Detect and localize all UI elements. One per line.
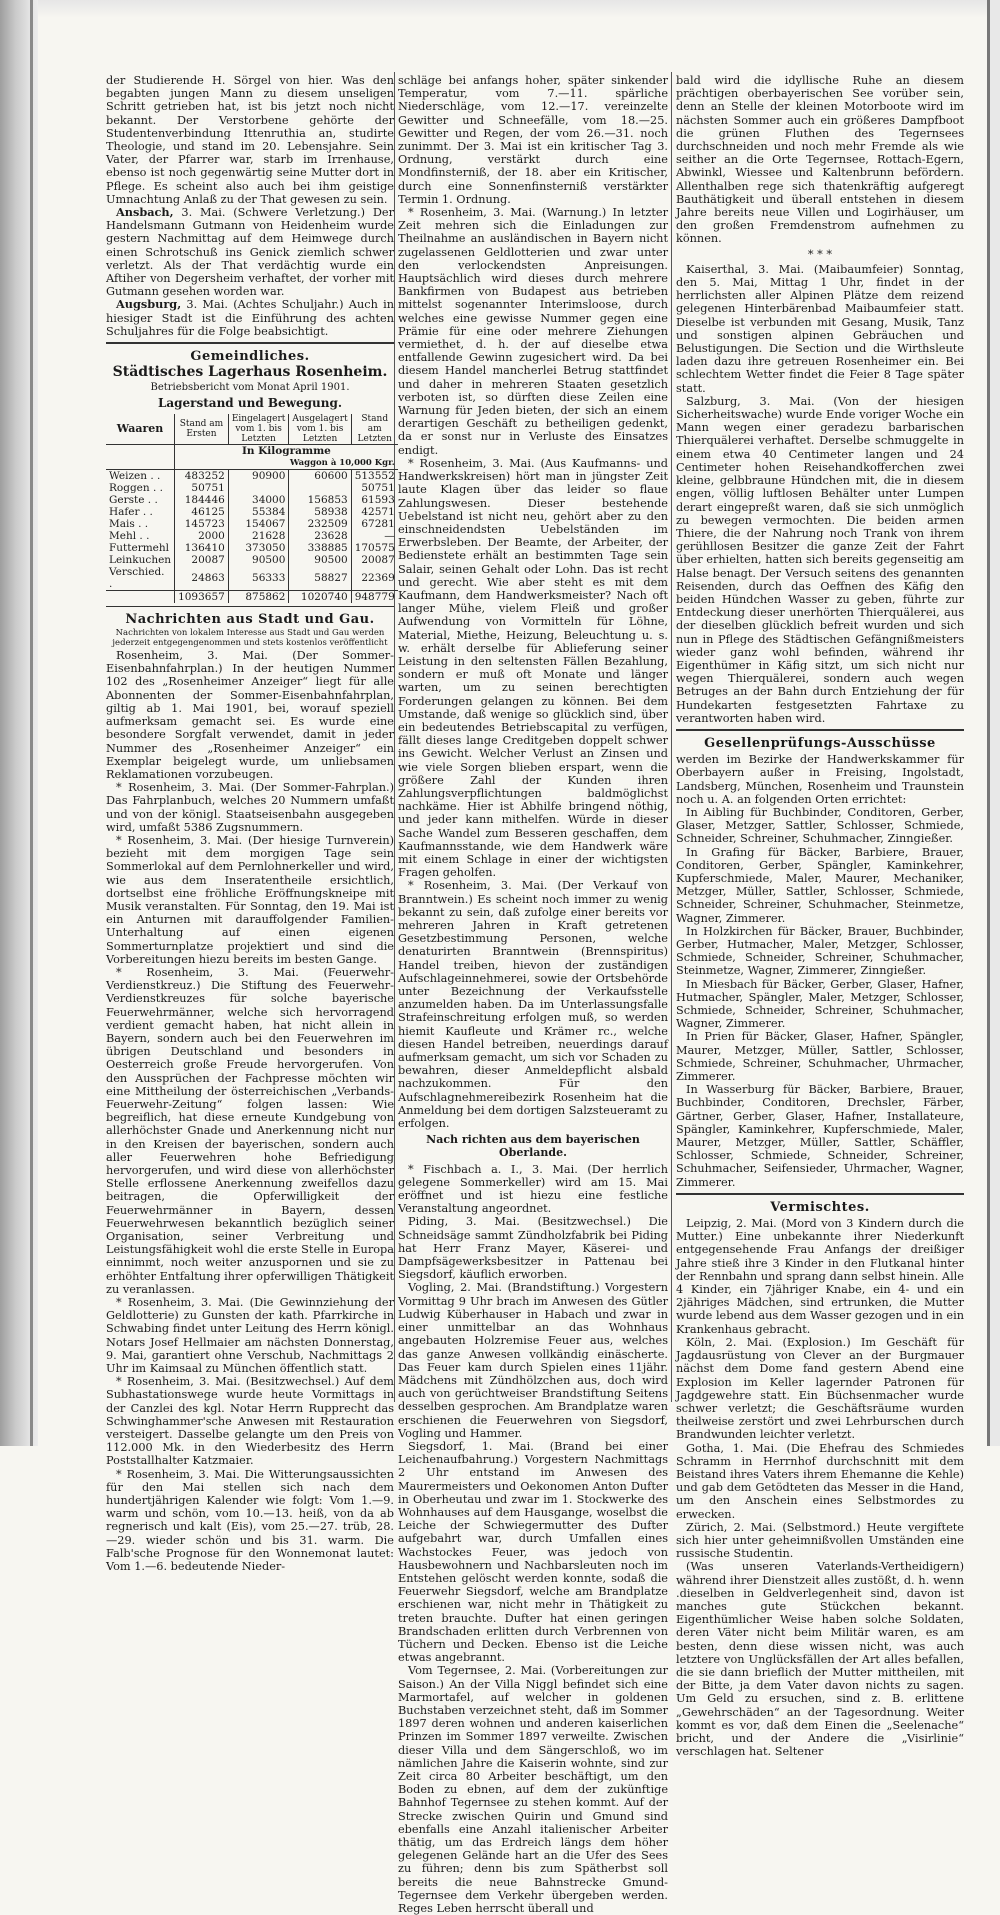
article-text: Kaiserthal, 3. Mai. (Maibaumfeier) Sonntag, den 5. Mai, Mittag 1 Uhr, findet in der herrlichsten aller Alpinen Plätze dem reizend gelegenen Hinterbärenbad Maibaumfeier statt. Dieselbe ist verbunden mit Gesang, Musik, Tanz und sonstigen alpinen Gebräuchen und Belustigungen. Die Section und die Wirthsleute laden dazu ihre getreuen Rosenheimer ein. Bei schlechtem Wetter findet die Feier 8 Tage später statt. (676, 262, 964, 395)
article-ansbach: Ansbach, 3. Mai. (Schwere Verletzung.) Der Handelsmann Gutmann von Heidenheim wurde gestern Nachmittag auf dem Heimwege durch einen Schrotschuß ins Genick ziemlich schwer verletzt. Als der That verdächtig wurde ein Aftiher von Degersheim verhaftet, der vorher mit Gutmann gesehen worden war. (106, 205, 394, 299)
table-row (106, 494, 398, 506)
column-rule-2 (671, 72, 672, 1402)
table-cell-value: 58827 (289, 566, 351, 591)
table-cell-value: 34000 (228, 494, 289, 506)
section-heading-nachrichten: Nachrichten aus Stadt und Gau. (125, 611, 375, 627)
table-cell-value: 60600 (289, 469, 351, 482)
lagerhaus-table (106, 414, 398, 603)
table-cell-value: 513552 (351, 469, 398, 482)
article-text: * Rosenheim, 3. Mai. (Besitzwechsel.) Auf dem Subhastationswege wurde heute Vormittags in der Canzlei des kgl. Notar Herrn Rupprecht das Schwinghammer'sche Anwesen mit Restauration versteigert. Dasselbe gelangte um den Preis von 112.000 Mk. in den Wiederbesitz des Herrn Poststallhalter Katzmaier. (106, 1375, 394, 1468)
table-cell-value: 136410 (175, 542, 229, 554)
article-text: Zürich, 2. Mai. (Selbstmord.) Heute vergiftete sich hier unter geheimnißvollen Umständen eine russische Studentin. (676, 1520, 964, 1561)
table-cell-value: 90900 (228, 469, 289, 482)
table-cell-ware: Mehl . . (109, 529, 150, 542)
table-row (106, 542, 398, 554)
article-text: (Was unseren Vaterlands-Vertheidigern) während ihrer Dienstzeit alles zustößt, d. h. wenn .dieselben in Geldverlegenheit sind, davon ist manches gute Stückchen bekannt. Eigenthümlicher Weise haben solche Soldaten, deren Väter nicht beim Militär waren, es am besten, denn diese wissen nicht, was auch letztere von Unglücksfällen der Art alles befallen, die sie dann brieflich der Mutter mittheilen, mit der Bitte, ja dem Vater davon nichts zu sagen. Um Geld zu ersuchen, sind z. B. erlittene „Gewehrschäden“ an der Tagesordnung. Weiter kommt es vor, daß dem Einen die „Seelenache“ bricht, und der Andere die „Visirlinie“ verschlagen hat. Seltener (676, 1560, 964, 1759)
table-cell-value: 373050 (228, 542, 289, 554)
table-cell-value: 232509 (289, 518, 351, 530)
table-cell-ware: Hafer . . (109, 505, 153, 518)
page-shadow (38, 0, 990, 18)
article-text: Piding, 3. Mai. (Besitzwechsel.) Die Schneidsäge sammt Zündholzfabrik bei Piding hat Herr Franz Mayer, Käserei- und Dampfsägewerksbesitzer in Pattenau bei Siegsdorf, käuflich erworben. (398, 1215, 668, 1282)
table-header: Stand am Letzten (351, 414, 398, 445)
table-cell-value: 50751 (175, 482, 229, 494)
table-unit: In Kilogramme Waggon à 10,000 Kgr. (175, 444, 398, 469)
table-header: Stand am Ersten (175, 414, 229, 445)
table-row (106, 554, 398, 566)
table-cell-value: 154067 (228, 518, 289, 530)
table-total-row (106, 590, 398, 603)
article-text: In Wasserburg für Bäcker, Barbiere, Brauer, Buchbinder, Conditoren, Drechsler, Färber, Gärtner, Gerber, Glaser, Hafner, Installateure, Spängler, Kaminkehrer, Kupferschmiede, Maler, Maurer, Metzger, Müller, Sattler, Schäffler, Schlosser, Schmiede, Schneider, Schreiner, Schuhmacher, Seifensieder, Uhrmacher, Wagner, Zimmerer. (676, 1083, 964, 1189)
article-text: werden im Bezirke der Handwerkskammer für Oberbayern außer in Freising, Ingolstadt, Landsberg, München, Rosenheim und Traunstein noch u. A. an folgenden Orten errichtet: (676, 753, 964, 806)
table-cell-value: 55384 (228, 506, 289, 518)
table-cell-value: 184446 (175, 494, 229, 506)
article-text: Vom Tegernsee, 2. Mai. (Vorbereitungen zur Saison.) An der Villa Niggl befindet sich eine Marmortafel, auf welcher in goldenen Buchstaben verzeichnet steht, daß im Sommer 1897 deren wohnen und anderen kaiserlichen Prinzen im Sommer 1897 verweilte. Zwischen dieser Villa und dem Sängerschloß, wo im nämlichen Jahre die Kaiserin wohnte, sind zur Zeit circa 80 Arbeiter beschäftigt, um den Boden zu ebnen, auf dem der zukünftige Bahnhof Tegernsee zu stehen kommt. Auf der Strecke zwischen Quirin und Gmund sind ebenfalls eine Anzahl italienischer Arbeiter thätig, um das Erdreich längs dem höher gelegenen Gelände hart an die Ufer des Sees zu führen; denn bis zum Spätherbst soll bereits die neue Bahnstrecke Gmund-Tegernsee dem Verkehr übergeben werden. Reges Leben herrscht überall und (398, 1664, 668, 1915)
article-text: In Holzkirchen für Bäcker, Brauer, Buchbinder, Gerber, Hutmacher, Maler, Metzger, Schlosser, Schmiede, Schneider, Schreiner, Schuhmacher, Steinmetze, Wagner, Zimmerer, Zinngießer. (676, 924, 964, 978)
article-text: * Rosenheim, 3. Mai. Die Witterungsaussichten für den Mai stellen sich nach dem hundertjährigen Kalender wie folgt: Vom 1.—9. warm und schön, vom 10.—13. heiß, von da ab regnerisch und kalt (Eis), vom 25.—27. trüb, 28.—29. wieder schön und bis 31. warm. Die Falb'sche Prognose für den Wonnemonat lautet: Vom 1.—6. bedeutende Nieder- (106, 1467, 394, 1574)
table-cell-value: — (351, 530, 398, 542)
table-cell-value: 483252 (175, 469, 229, 482)
table-cell-value: 2000 (175, 530, 229, 542)
column-3 (676, 74, 964, 1759)
separator-stars: * * * (807, 247, 833, 261)
table-cell-value: 61593 (351, 494, 398, 506)
article-text: Siegsdorf, 1. Mai. (Brand bei einer Leichenaufbahrung.) Vorgestern Nachmittags 2 Uhr entstand im Anwesen des Maurermeisters und Oekonomen Anton Dufter in Oberheutau und zwar im 1. Stockwerke des Wohnhauses auf dem Hausgange, woselbst die Leiche der Schwiegermutter des Dufter aufgebahrt war, durch Umfallen eines Wachstockes Feuer, was jedoch von Hausbewohnern und Nachbarsleuten noch im Entstehen gelöscht werden konnte, sodaß die Feuerwehr Siegsdorf, welche am Brandplatze erschienen war, nicht mehr in Thätigkeit zu treten brauchte. Dufter hat einen geringen Brandschaden erlitten durch Verbrennen von Tüchern und Decken. Ebenso ist die Leiche etwas angebrannt. (398, 1439, 668, 1665)
divider (106, 342, 394, 344)
section-heading-vermischtes: Vermischtes. (770, 1199, 870, 1215)
column-rule-1 (394, 72, 395, 1402)
article-text: Köln, 2. Mai. (Explosion.) Im Geschäft für Jagdausrüstung von Clever an der Burgmauer nächst dem Dome fand gestern Abend eine Explosion im Keller lagernder Patronen für Jagdgewehre statt. Ein Büchsenmacher wurde schwer verletzt; die Geschäftsräume wurden theilweise zerstört und zwei Lehrburschen durch Brandwunden leichter verletzt. (676, 1335, 964, 1442)
table-cell-ware: Mais . . (109, 517, 149, 530)
table-cell-ware: Gerste . . (109, 493, 158, 506)
table-cell-value: 56333 (228, 566, 289, 591)
table-cell-value: 21628 (228, 530, 289, 542)
table-cell-value: 67281 (351, 518, 398, 530)
column-1 (106, 74, 395, 1574)
article-text: Salzburg, 3. Mai. (Von der hiesigen Sicherheitswache) wurde Ende voriger Woche ein Mann wegen einer geradezu barbarischen Thierquälerei verhaftet. Derselbe schmuggelte in einem etwa 40 Centimeter langen und 24 Centimeter hohen Reisehandkofferchen zwei kleine, gelbbraune Hündchen mit, die in diesem engen, völlig luftlosen Behälter unter Lumpen derart eingepreßt waren, daß sie sich unmöglich zu bewegen vermochten. Die beiden armen Thiere, die der Nahrung noch Trank von ihrem gerühllosen Besitzer die ganze Zeit der Fahrt über erhielten, hatten sich bereits gegenseitig am Halse benagt. Der Versuch seitens des genannten Reisenden, durch das Oeffnen des Käfig den beiden Hündchen Wasser zu geben, führte zur Entdeckung dieser unerhörten Thierquälerei, aus der dieselben glücklich befreit wurden und sich nun in Pflege des Städtischen Gefängnißmeisters wieder ganz wohl befinden, während ihr Eigenthümer in Käfig sitzt, um sich nicht nur wegen Thierquälerei, sondern auch wegen Betruges an der Bahn durch Entziehung der für Hundekarten festgesetzten Fahrtaxe zu verantworten haben wird. (676, 394, 964, 725)
article-text: In Grafing für Bäcker, Barbiere, Brauer, Conditoren, Gerber, Spängler, Kaminkehrer, Kupferschmiede, Maler, Maurer, Mechaniker, Metzger, Müller, Sattler, Schlosser, Schmiede, Schneider, Schreiner, Schuhmacher, Steinmetze, Wagner, Zimmerer. (676, 845, 964, 925)
table-cell-value: 170575 (351, 542, 398, 554)
table-cell-value (228, 482, 289, 494)
divider (106, 606, 394, 607)
table-row (106, 506, 398, 518)
table-cell-value: 338885 (289, 542, 351, 554)
table-row (106, 566, 398, 591)
article-text: * Fischbach a. I., 3. Mai. (Der herrlich gelegene Sommerkeller) wird am 15. Mai eröffnet und ist hiezu eine festliche Veranstaltung angeordnet. (398, 1162, 668, 1216)
section-heading-gemeindliches: Gemeindliches. (190, 349, 310, 365)
table-cell-value: 145723 (175, 518, 229, 530)
table-header: Eingelagert vom 1. bis Letzten (228, 414, 289, 445)
table-total-cell: 948779 (351, 590, 398, 603)
table-row (106, 530, 398, 542)
table-cell-value: 24863 (175, 566, 229, 591)
lagerhaus-title: Städtisches Lagerhaus Rosenheim. (112, 364, 388, 381)
section-heading-gesellen: Gesellenprüfungs-Ausschüsse (704, 735, 936, 751)
table-cell-value: 90500 (228, 554, 289, 566)
article-text: Leipzig, 2. Mai. (Mord von 3 Kindern durch die Mutter.) Eine unbekannte ihrer Niederkunft entgegensehende Frau Anfangs der dreißiger Jahre stieß ihre 3 Kinder in den Flutkanal hinter der Rennbahn und sprang dann selbst hinein. Alle 4 Kinder, ein 7jähriger Knabe, ein 4- und ein 2jähriges Mädchen, sind ertrunken, die Mutter wurde lebend aus dem Wasser gezogen und in ein Krankenhaus gebracht. (676, 1217, 964, 1336)
article-text: Vogling, 2. Mai. (Brandstiftung.) Vorgestern Vormittag 9 Uhr brach im Anwesen des Gütler Ludwig Küberhauser in Habach und zwar in einer unmittelbar an das Wohnhaus angebauten Holzremise Feuer aus, welches das ganze Anwesen vollkändig einäscherte. Das Feuer kam durch Spielen eines 11jähr. Mädchens mit Zündhölzchen aus, doch wird auch von gerüchtweiser Brandstiftung Seitens desselben gesprochen. Am Brandplatze waren erschienen die Feuerwehren von Siegsdorf, Vogling und Hammer. (398, 1281, 668, 1440)
article-text: In Miesbach für Bäcker, Gerber, Glaser, Hafner, Hutmacher, Spängler, Maler, Metzger, Schlosser, Schmiede, Schneider, Schreiner, Schuhmacher, Wagner, Zimmerer. (676, 977, 964, 1031)
lagerhaus-table-title: Lagerstand und Bewegung. (157, 395, 343, 410)
table-row (106, 518, 398, 530)
article-text: * Rosenheim, 3. Mai. (Warnung.) In letzter Zeit mehren sich die Einladungen zur Theilnahme an ausländischen in Bayern nicht zugelassenen Geldlotterien und zwar unter den verlockendsten Anpreisungen. Hauptsächlich wird dieses durch mehrere Bankfirmen von Budapest aus betrieben mittelst sogenannter Interimsloose, durch welches eine gewisse Nummer gegen eine Prämie für eine oder mehrere Ziehungen vermiethet, d. h. der auf dieselbe etwa entfallende Gewinn zugesichert wird. Da bei diesem Handel mancherlei Betrug stattfindet und daher in mehreren Staaten gesetzlich verboten ist, so dürften diese Zeilen eine Warnung für Jeden bieten, der sich an einem derartigen Geschäft zu betheiligen gedenkt, da er sonst nur in Verluste des Einsatzes endigt. (398, 206, 668, 457)
article-text: * Rosenheim, 3. Mai. (Der hiesige Turnverein) bezieht mit dem morgigen Tage sein Sommerlokal auf dem Pernlohnerkeller und wird, wie aus dem Inseratentheile ersichtlich, dortselbst eine fröhliche Eröffnungskneipe mit Musik veranstalten. Für Sonntag, den 19. Mai ist ein Anturnen mit darauffolgender Familien-Unterhaltung auf einen eigenen Sommerturnplatze projektiert und sind die Vorbereitungen hiezu bereits im besten Gange. (106, 833, 394, 966)
table-cell-value: 42571 (351, 506, 398, 518)
page-right-edge (987, 0, 1000, 1446)
table-unit-note: Waggon à 10,000 Kgr. (289, 457, 395, 468)
table-row (106, 469, 398, 482)
divider (676, 729, 964, 731)
article-text: * Rosenheim, 3. Mai. (Feuerwehr-Verdienstkreuz.) Die Stiftung des Feuerwehr-Verdienstkreuzes für solche bayerische Feuerwehrmänner, welche sich hervorragend verdient gemacht haben, hat nicht allein in Bayern, sondern auch bei den Feuerwehren im übrigen Deutschland und besonders in Oesterreich große Freude hervorgerufen. Von den Aussprüchen der Fachpresse möchten wir eine Mittheilung der österreichischen „Verbands-Feuerwehr-Zeitung“ folgen lassen: Wie begreiflich, hat diese erneute Kundgebung von allerhöchster Gnade und Anerkennung nicht nur in den Kreisen der bayerischen, sondern auch aller Feuerwehren hohe Befriedigung hervorgerufen, und wird diese von allerhöchster Stelle erflossene Anerkennung zweifellos dazu beitragen, die Opferwilligkeit der Feuerwehrmänner in Bayern, dessen Feuerwehrwesen bekanntlich bezüglich seiner Organisation, seiner Verbreitung und Leistungsfähigkeit wohl die erste Stelle in Europa einnimmt, noch weiter anzuspornen und sie zu erhöhter Entfaltung ihrer opferwilligen Thätigkeit zu veranlassen. (106, 965, 394, 1296)
table-cell-ware: Futtermehl (109, 541, 170, 554)
table-cell-value: 156853 (289, 494, 351, 506)
article-text: Rosenheim, 3. Mai. (Der Sommer-Eisenbahnfahrplan.) In der heutigen Nummer 102 des „Rosenheimer Anzeiger“ liegt für alle Abonnenten der Sommer-Eisenbahnfahrplan, giltig ab 1. Mai 1901, bei, worauf speziell aufmerksam gemacht sei. Es wurde eine besondere Sorgfalt verwendet, damit in jeder Nummer des „Rosenheimer Anzeiger“ ein Exemplar beigelegt wurde, um unliebsamen Reklamationen vorzubeugen. (106, 649, 394, 781)
article-text: bald wird die idyllische Ruhe an diesem prächtigen oberbayerischen See vorüber sein, denn an Stelle der kleinen Motorboote wird im nächsten Sommer auch ein größeres Dampfboot die grünen Fluthen des Tegernsees durchschneiden und noch mehr Fremde als wie seither an die Orte Tegernsee, Rottach-Egern, Abwinkl, Wiessee und Kaltenbrunn befördern. Allenthalben rege sich thatenkräftig aufgeregt Bauthätigkeit und überall entstehen in diesem Jahre bereits neue Villen und Logirhäuser, um den großen Fremdenstrom aufnehmen zu können. (676, 74, 964, 246)
article-text: schläge bei anfangs hoher, später sinkender Temperatur, vom 7.—11. spärliche Niederschläge, vom 12.—17. vereinzelte Gewitter und Schneefälle, vom 18.—25. Gewitter und Regen, der vom 26.—31. noch zunimmt. Der 3. Mai ist ein kritischer Tag 3. Ordnung, verstärkt durch eine Mondfinsterniß, der 18. aber ein Kritischer, durch eine Sonnenfinsterniß verstärkter Termin 1. Ordnung. (398, 74, 668, 206)
table-cell-ware: Roggen . . (109, 481, 163, 494)
table-cell-value: 20087 (351, 554, 398, 566)
binding-line (30, 0, 33, 1446)
article-text: * Rosenheim, 3. Mai. (Die Gewinnziehung der Geldlotterie) zu Gunsten der kath. Pfarrkirche in Schwabing findet unter Leitung des Herrn königl. Notars Josef Hellmaier am nächsten Donnerstag, 9. Mai, garantiert ohne Verschub, Nachmittags 2 Uhr im Kaimsaal zu München öffentlich statt. (106, 1296, 394, 1376)
table-total-cell: 1020740 (289, 590, 351, 603)
divider (676, 1193, 964, 1195)
table-cell-value: 20087 (175, 554, 229, 566)
table-header: Waaren (106, 414, 175, 445)
table-cell-value (289, 482, 351, 494)
article-text: * Rosenheim, 3. Mai. (Der Verkauf von Branntwein.) Es scheint noch immer zu wenig bekannt zu sein, daß zufolge einer bereits vor mehreren Jahren in Kraft getretenen Gesetzbestimmung Personen, welche denaturirten Branntwein (Brennspiritus) Handel treiben, hievon der zuständigen Aufschlageinnehmerei, sowie der Ortsbehörde unter Bezeichnung der Verkaufsstelle anzumelden haben. Da im Unterlassungsfalle Strafeinschreitung erfolgen muß, so werden hiemit Kaufleute und Krämer rc., welche diesen Handel betreiben, neuerdings darauf aufmerksam gemacht, um sich vor Schaden zu bewahren, dieser Anmeldepflicht alsbald nachzukommen. Für den Aufschlagnehmereibezirk Rosenheim hat die Anmeldung bei dem dortigen Salzsteueramt zu erfolgen. (398, 879, 668, 1131)
article-text: * Rosenheim, 3. Mai. (Aus Kaufmanns- und Handwerkskreisen) hört man in jüngster Zeit laute Klagen über das leider so flaue Zahlungswesen. Dieser bestehende Uebelstand ist nicht neu, gehört aber zu den einschneidendsten Uebelständen im Erwerbsleben. Der Beamte, der Arbeiter, der Bedienstete erhält an bestimmten Tage sein Salair, seinen Gehalt oder Lohn. Das ist recht und gerecht. Wie aber steht es mit dem Kaufmann, dem Handwerksmeister? Nach oft langer Mühe, vielem Fleiß und großer Aufwendung von Vormitteln für Löhne, Material, Miethe, Heizung, Beleuchtung u. s. w. erhält derselbe für Ablieferung seiner Leistung in den seltensten Fällen Bezahlung, sondern er muß oft Monate und länger warten, um zu seinen berechtigten Forderungen gelangen zu können. Bei dem Umstande, daß wenige so glücklich sind, über ein bedeutendes Betriebscapital zu verfügen, fällt dieses lange Creditgeben doppelt schwer ins Gewicht. Welcher Verlust an Zinsen und wie viele Sorgen blieben erspart, wenn die größere Zahl der Kunden ihren Zahlungsverpflichtungen baldmöglichst nachkäme. Hier ist Abhilfe bringend nöthig, und jeder kann mithelfen. Würde in dieser Sache Wandel zum Besseren geschaffen, dem Kaufmannsstande, wie dem Handwerk wäre mit einem Schlage in einer der wichtigsten Fragen geholfen. (398, 456, 668, 880)
table-cell-ware: Weizen . . (109, 469, 161, 482)
table-total-cell: 875862 (228, 590, 289, 603)
section-heading-oberland: Nach richten aus dem bayerischen Oberlande. (426, 1133, 640, 1160)
table-cell-value: 58938 (289, 506, 351, 518)
table-cell-ware: Leinkuchen (109, 553, 172, 566)
table-header: Ausgelagert vom 1. bis Letzten (289, 414, 351, 445)
table-cell-value: 46125 (175, 506, 229, 518)
table-row (106, 482, 398, 494)
table-cell-value: 23628 (289, 530, 351, 542)
table-total-cell (106, 590, 175, 603)
table-cell-ware: Verschied. . (109, 565, 165, 590)
section-subheading: Nachrichten von lokalem Interesse aus Stadt und Gau werden jederzeit entgegengenommen und stets kostenlos veröffentlicht (112, 628, 388, 648)
table-cell-value: 50751 (351, 482, 398, 494)
table-total-cell: 1093657 (175, 590, 229, 603)
lagerhaus-subtitle: Betriebsbericht vom Monat April 1901. (150, 382, 350, 394)
article-text: In Prien für Bäcker, Glaser, Hafner, Spängler, Maurer, Metzger, Müller, Sattler, Schlosser, Schmiede, Schreiner, Schuhmacher, Uhrmacher, Zimmerer. (676, 1030, 964, 1084)
article-augsburg: Augsburg, 3. Mai. (Achtes Schuljahr.) Auch in hiesiger Stadt ist die Einführung des achten Schuljahres für die Folge beabsichtigt. (106, 297, 394, 338)
article-text: der Studierende H. Sörgel von hier. Was den begabten jungen Mann zu diesem unseligen Schritt getrieben hat, ist bis jetzt noch nicht bekannt. Der Verstorbene gehörte der Studentenverbindung Ittenruthia an, studirte Theologie, und stand im 20. Lebensjahre. Sein Vater, der Pfarrer war, starb im Irrenhause, ebenso ist noch gegenwärtig seine Mutter dort in Pflege. Es scheint also auch bei ihm geistige Umnachtung Anlaß zu der That gewesen zu sein. (106, 74, 394, 206)
table-cell-value: 22369 (351, 566, 398, 591)
article-text: * Rosenheim, 3. Mai. (Der Sommer-Fahrplan.) Das Fahrplanbuch, welches 20 Nummern umfaßt und von der königl. Staatseisenbahn ausgegeben wird, umfaßt 5386 Zugsnummern. (106, 781, 394, 834)
table-cell-value: 90500 (289, 554, 351, 566)
article-text: Gotha, 1. Mai. (Die Ehefrau des Schmiedes Schramm in Herrnhof durchschnitt mit dem Beistand ihres Vaters ihrem Ehemanne die Kehle) und gab dem Getödteten das Messer in die Hand, um den Anschein eines Selbstmordes zu erwecken. (676, 1441, 964, 1521)
article-text: In Aibling für Buchbinder, Conditoren, Gerber, Glaser, Metzger, Sattler, Schlosser, Schmiede, Schneider, Schreiner, Schuhmacher, Zinngießer. (676, 805, 964, 846)
column-2 (398, 74, 668, 1915)
